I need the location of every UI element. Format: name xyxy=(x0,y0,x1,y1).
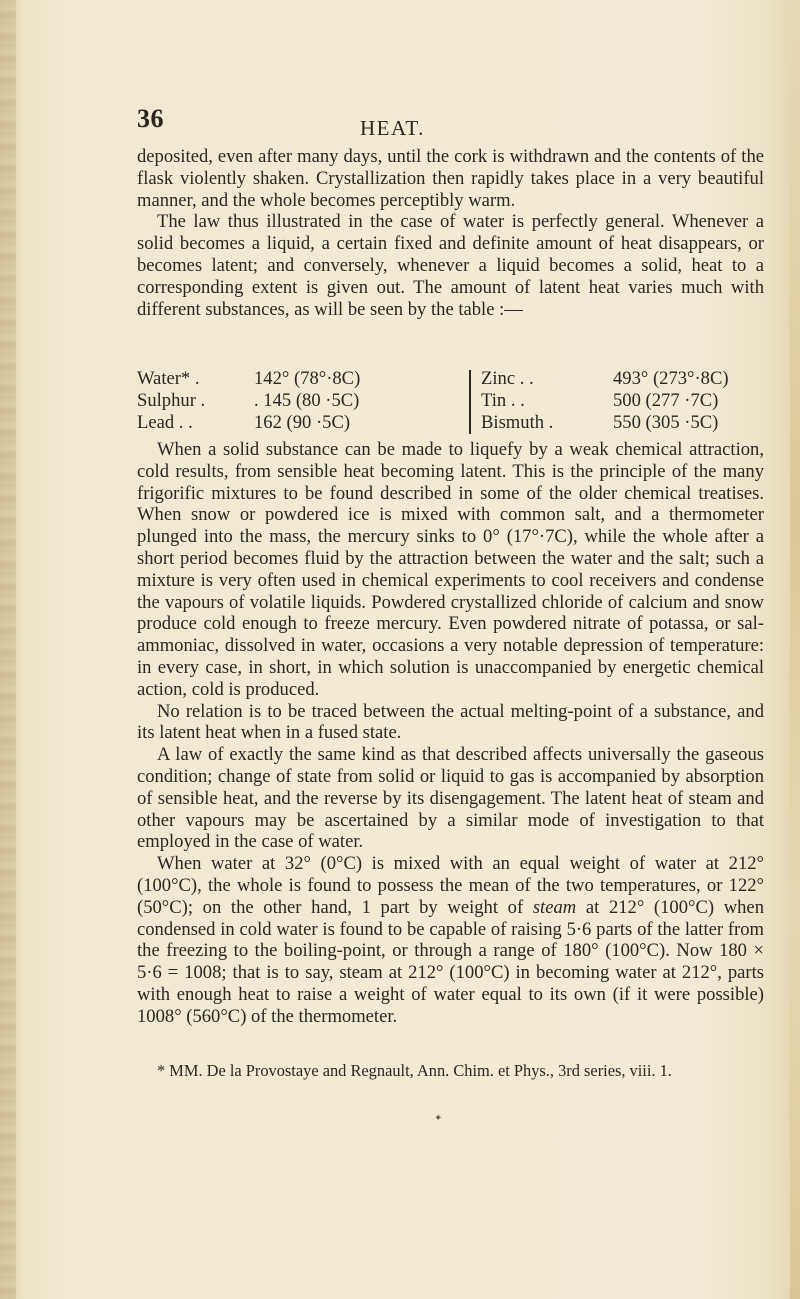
paragraph xyxy=(137,853,764,1027)
table-column-right xyxy=(481,368,771,434)
substance-name: Bismuth . xyxy=(481,412,554,433)
text-block-top xyxy=(137,146,764,320)
table-row xyxy=(481,412,771,434)
footnote-text: * MM. De la Provostaye and Regnault, Ann. Chim. et Phys., 3rd series, viii. 1. xyxy=(157,1061,672,1080)
italic-word: steam xyxy=(532,896,577,918)
substance-name: Sulphur . xyxy=(137,390,206,411)
text-run: at 212° (100°C) when condensed in cold water is found to be capable of raising 5·6 parts of the latter from the freezing to the boiling-point, or through a range of 180° (100°C). Now 180 × 5·6 = 1008; that is to say, steam at 212° (100°C) in becoming water at 212°, parts with enough heat to raise a weight of water equal to its own (if it were possible) 1008° (560°C) of the thermometer. xyxy=(137,896,764,1027)
paragraph: The law thus illustrated in the case of water is perfectly general. Whenever a solid becomes a liquid, a certain fixed and definite amount of heat disappears, or becomes latent; and conversely, whenever a liquid becomes a solid, heat to a corresponding extent is given out. The amount of latent heat varies much with different substances, as will be seen by the table :— xyxy=(137,211,764,320)
latent-heat-value: . 145 (80 ·5C) xyxy=(254,390,360,411)
latent-heat-value: 493° (273°·8C) xyxy=(613,368,729,389)
paragraph: When a solid substance can be made to liquefy by a weak chemical attraction, cold results, from sensible heat becoming latent. This is the principle of the many frigorific mixtures to be found described in some of the older chemical treatises. When snow or powdered ice is mixed with common salt, and a thermometer plunged into the mass, the mercury sinks to 0° (17°·7C), while the whole after a short period becomes fluid by the attraction between the water and the salt; such a mixture is very often used in chemical experiments to cool receivers and condense the vapours of volatile liquids. Powdered crystallized chloride of calcium and snow produce cold enough to freeze mercury. Even powdered nitrate of potassa, or sal-ammoniac, dissolved in water, occasions a very notable depression of temperature: in every case, in short, in which solution is unaccompanied by energetic chemical action, cold is produced. xyxy=(137,439,764,700)
table-divider xyxy=(469,370,471,434)
paragraph: No relation is to be traced between the actual melting-point of a substance, and its latent heat when in a fused state. xyxy=(137,700,764,744)
page-edge-left xyxy=(0,0,16,1299)
table-row xyxy=(481,390,771,412)
substance-name: Zinc . . xyxy=(481,368,534,389)
substance-name: Tin . . xyxy=(481,390,525,411)
table-row xyxy=(137,390,462,412)
table-row xyxy=(481,368,771,390)
latent-heat-value: 162 (90 ·5C) xyxy=(254,412,351,433)
latent-heat-value: 550 (305 ·5C) xyxy=(613,412,719,433)
page-number: 36 xyxy=(137,104,164,133)
paragraph: A law of exactly the same kind as that described affects universally the gaseous condition; change of state from solid or liquid to gas is accompanied by absorption of sensible heat, and the reverse by its disengagement. The latent heat of steam and other vapours may be ascertained by a similar mode of investigation to that employed in the case of water. xyxy=(137,744,764,853)
text-run: When water at 32° (0°C) is mixed with an equal weight of water at 212° (100°C), the whole is found to possess the mean of the two temperatures, or 122° (50°C); on the other hand, 1 part by weight of xyxy=(137,853,764,918)
latent-heat-value: 142° (78°·8C) xyxy=(254,368,361,389)
table-row xyxy=(137,412,462,434)
ink-speck: ✦ xyxy=(434,1113,443,1124)
text-block-bottom xyxy=(137,439,764,1028)
substance-name: Lead . . xyxy=(137,412,193,433)
running-head: HEAT. xyxy=(360,116,425,140)
page-edge-right xyxy=(790,0,800,1299)
table-row xyxy=(137,368,462,390)
paragraph: deposited, even after many days, until the cork is withdrawn and the contents of the flask violently shaken. Crystallization then rapidly takes place in a very beautiful manner, and the whole becomes perceptibly warm. xyxy=(137,146,764,211)
latent-heat-value: 500 (277 ·7C) xyxy=(613,390,719,411)
footnote xyxy=(137,1061,764,1080)
substance-name: Water* . xyxy=(137,368,200,389)
table-column-left xyxy=(137,368,462,434)
